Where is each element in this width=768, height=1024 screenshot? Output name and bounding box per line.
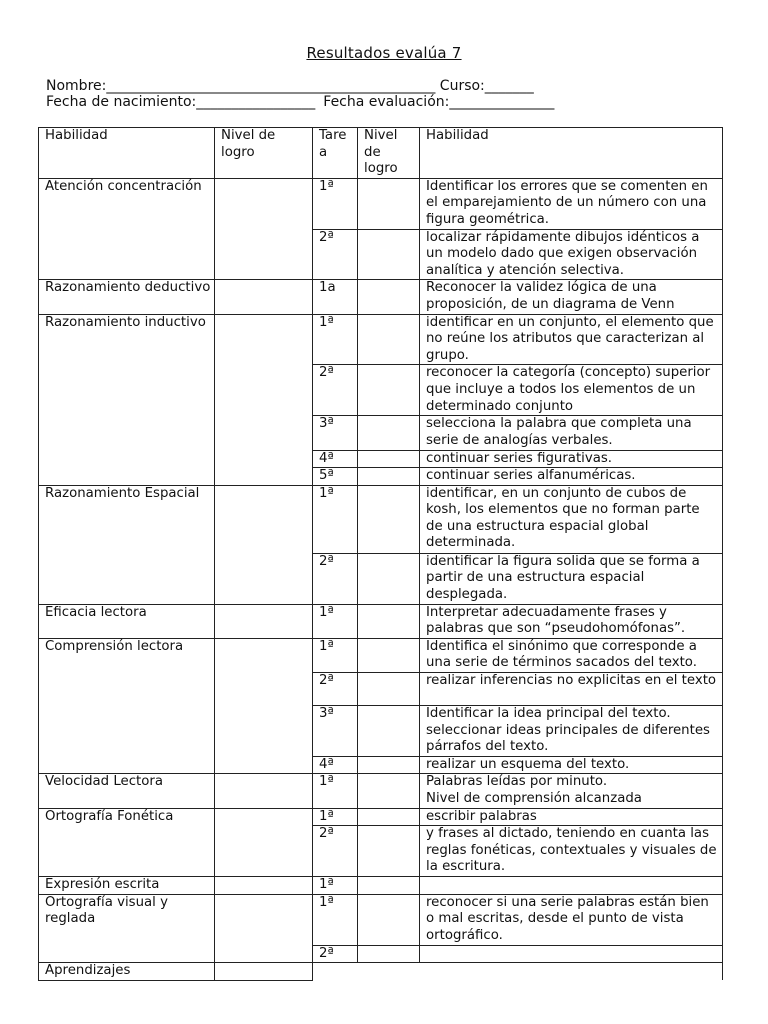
skill-name: Atención concentración (39, 178, 215, 280)
task-description: identificar la figura solida que se forma a partir de una estructura espacial desplegada. (420, 553, 723, 604)
task-description: continuar series alfanuméricas. (420, 468, 723, 486)
task-number: 4ª (313, 756, 358, 774)
task-description: y frases al dictado, teniendo en cuanta las reglas fonéticas, contextuales y visuales de la escritura. (420, 826, 723, 877)
skill-level-cell (215, 485, 313, 604)
task-level-cell (358, 280, 420, 314)
task-level-cell (358, 416, 420, 450)
skill-name: Comprensión lectora (39, 638, 215, 774)
skill-level-cell (215, 963, 313, 981)
task-description: Identificar los errores que se comenten en el emparejamiento de un número con una figura geométrica. (420, 178, 723, 229)
task-number: 3ª (313, 416, 358, 450)
skill-level-cell (215, 808, 313, 877)
header-habilidad-2: Habilidad (420, 128, 723, 179)
skill-name: Velocidad Lectora (39, 774, 215, 808)
task-description: Palabras leídas por minuto. Nivel de comprensión alcanzada (420, 774, 723, 808)
table-row (39, 178, 723, 229)
task-number: 1ª (313, 314, 358, 365)
table-row (39, 877, 723, 895)
task-number: 2ª (313, 229, 358, 280)
task-level-cell (358, 945, 420, 963)
task-level-cell (358, 365, 420, 416)
task-number: 2ª (313, 673, 358, 706)
table-row (39, 894, 723, 945)
results-table-body (39, 128, 723, 981)
skill-name: Eficacia lectora (39, 604, 215, 638)
task-level-cell (358, 774, 420, 808)
task-number: 2ª (313, 365, 358, 416)
task-description: Identifica el sinónimo que corresponde a una serie de términos sacados del texto. (420, 638, 723, 672)
task-number: 1a (313, 280, 358, 314)
skill-level-cell (215, 774, 313, 808)
skill-name: Razonamiento Espacial (39, 485, 215, 604)
task-number: 1ª (313, 877, 358, 895)
task-number: 1ª (313, 638, 358, 672)
skill-name: Ortografía Fonética (39, 808, 215, 877)
skill-level-cell (215, 280, 313, 314)
task-number: 1ª (313, 178, 358, 229)
task-description: Interpretar adecuadamente frases y palabras que son “pseudohomófonas”. (420, 604, 723, 638)
task-number: 5ª (313, 468, 358, 486)
task-description: realizar inferencias no explicitas en el texto (420, 673, 723, 706)
empty-cell (358, 963, 420, 981)
skill-level-cell (215, 638, 313, 774)
skill-name: Expresión escrita (39, 877, 215, 895)
task-description: identificar, en un conjunto de cubos de kosh, los elementos que no forman parte de una estructura espacial global determinada. (420, 485, 723, 553)
skill-level-cell (215, 877, 313, 895)
task-level-cell (358, 450, 420, 468)
task-description: reconocer si una serie palabras están bien o mal escritas, desde el punto de vista ortográfico. (420, 894, 723, 945)
task-description: continuar series figurativas. (420, 450, 723, 468)
document-title: Resultados evalúa 7 (306, 44, 462, 62)
skill-name: Ortografía visual y reglada (39, 894, 215, 962)
task-description: localizar rápidamente dibujos idénticos a un modelo dado que exigen observación analítica y atención selectiva. (420, 229, 723, 280)
task-level-cell (358, 604, 420, 638)
task-level-cell (358, 229, 420, 280)
task-level-cell (358, 553, 420, 604)
table-row (39, 808, 723, 826)
task-level-cell (358, 756, 420, 774)
table-row (39, 314, 723, 365)
header-nivel-logro: Nivel de logro (215, 128, 313, 179)
header-tarea: Tare a (313, 128, 358, 179)
dates-line (46, 94, 554, 110)
task-level-cell (358, 673, 420, 706)
task-description: Identificar la idea principal del texto. seleccionar ideas principales de diferentes párrafos del texto. (420, 706, 723, 757)
skill-name: Razonamiento inductivo (39, 314, 215, 485)
table-row (39, 963, 723, 981)
table-row (39, 638, 723, 672)
task-level-cell (358, 826, 420, 877)
task-description (420, 877, 723, 895)
task-number: 1ª (313, 894, 358, 945)
empty-cell (313, 963, 358, 981)
name-course-line: Nombre:_______________________________________________ Curso:_______ (46, 78, 534, 94)
task-number: 2ª (313, 945, 358, 963)
skill-name: Razonamiento deductivo (39, 280, 215, 314)
task-level-cell (358, 706, 420, 757)
header-nivel-logro-2: Nivel de logro (358, 128, 420, 179)
task-description: selecciona la palabra que completa una serie de analogías verbales. (420, 416, 723, 450)
task-level-cell (358, 485, 420, 553)
skill-level-cell (215, 314, 313, 485)
task-description (420, 945, 723, 963)
task-description: escribir palabras (420, 808, 723, 826)
task-number: 3ª (313, 706, 358, 757)
task-number: 1ª (313, 485, 358, 553)
task-level-cell (358, 894, 420, 945)
task-number: 1ª (313, 808, 358, 826)
task-description: identificar en un conjunto, el elemento que no reúne los atributos que caracterizan al grupo. (420, 314, 723, 365)
empty-cell (420, 963, 723, 981)
results-table (38, 127, 723, 981)
skill-level-cell (215, 604, 313, 638)
skill-level-cell (215, 178, 313, 280)
table-header-row (39, 128, 723, 179)
task-description: reconocer la categoría (concepto) superior que incluye a todos los elementos de un determinado conjunto (420, 365, 723, 416)
task-level-cell (358, 314, 420, 365)
table-row (39, 485, 723, 553)
evaluation-date-field: Fecha evaluación:_______________ (323, 94, 555, 110)
header-habilidad: Habilidad (39, 128, 215, 179)
table-row (39, 280, 723, 314)
table-row (39, 774, 723, 808)
task-description: realizar un esquema del texto. (420, 756, 723, 774)
task-description: Reconocer la validez lógica de una proposición, de un diagrama de Venn (420, 280, 723, 314)
task-level-cell (358, 638, 420, 672)
task-level-cell (358, 178, 420, 229)
task-number: 1ª (313, 604, 358, 638)
task-number: 2ª (313, 553, 358, 604)
table-row (39, 604, 723, 638)
task-number: 2ª (313, 826, 358, 877)
task-number: 1ª (313, 774, 358, 808)
task-level-cell (358, 877, 420, 895)
task-number: 4ª (313, 450, 358, 468)
task-level-cell (358, 808, 420, 826)
task-level-cell (358, 468, 420, 486)
skill-name: Aprendizajes (39, 963, 215, 981)
birth-date-field: Fecha de nacimiento:_________________ (46, 94, 316, 110)
skill-level-cell (215, 894, 313, 962)
